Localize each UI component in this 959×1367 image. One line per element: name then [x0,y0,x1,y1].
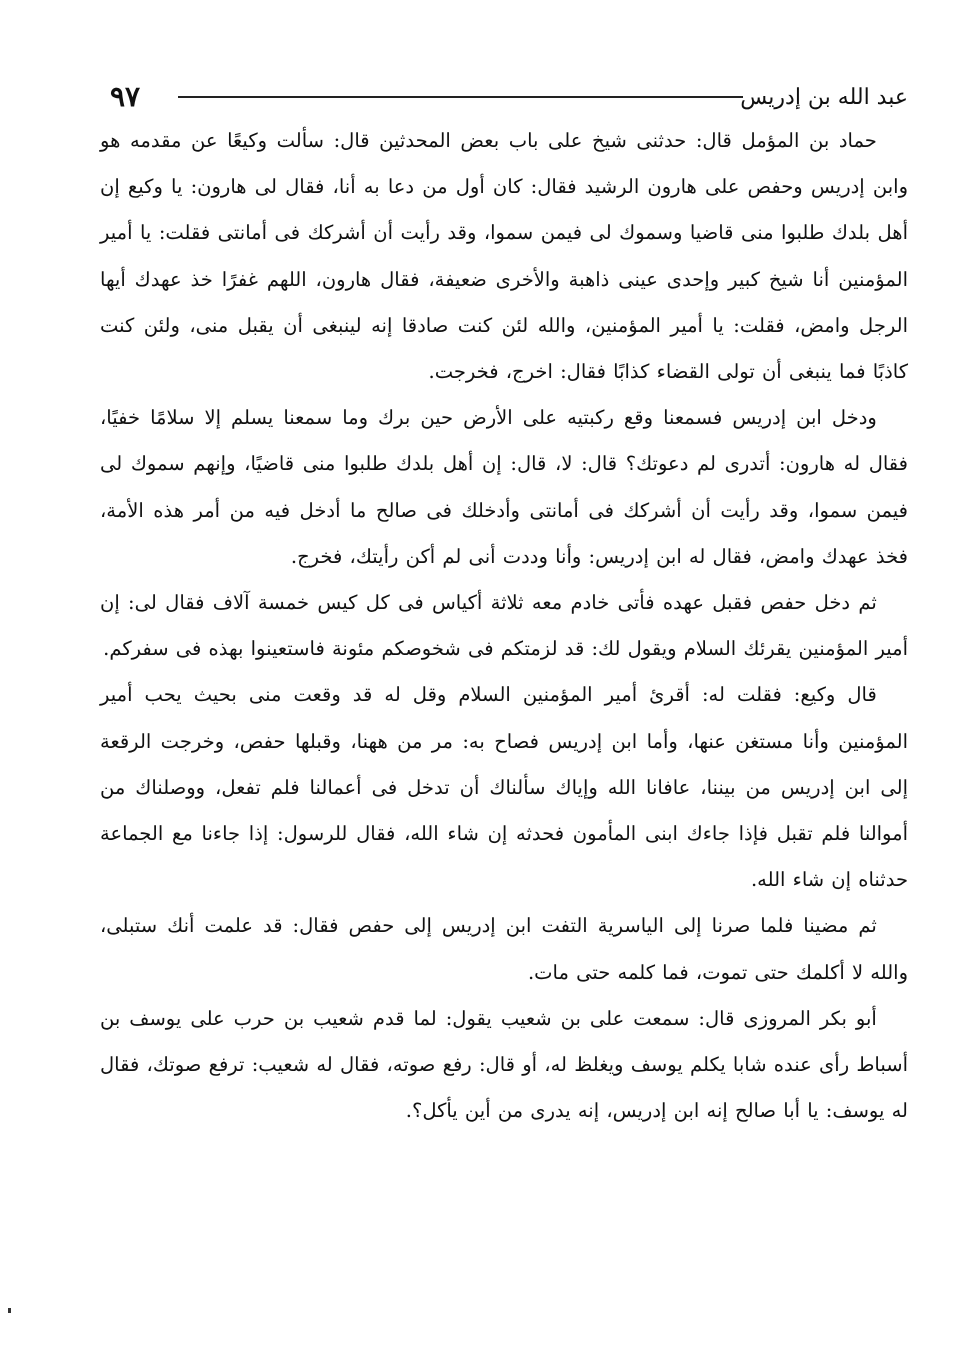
paragraph-hafs-enters: ثم دخل حفص فقبل عهده فأتى خادم معه ثلاثة أكياس فى كل كيس خمسة آلاف فقال لى: إن أمير المؤمنين يقرئك السلام ويقول لك: قد لزمتكم فى شخوصكم مئونة فاستعينوا بهذه فى سفركم. [100,591,908,661]
paragraph-ibn-idris-enters: ودخل ابن إدريس فسمعنا وقع ركبتيه على الأرض حين برك وما سمعنا يسلم إلا سلامًا خفيًا، فقال له هارون: أتدرى لم دعوتك؟ قال: لا، قال: إن أهل بلدك طلبوا منى قاضيًا، وإنهم سموك لى فيمن سموا، وقد رأيت أن أشركك فى أمانتى وأدخلك فى صالح ما أدخل فيه من أمر هذه الأمة، فخذ عهدك وامض، فقال له ابن إدريس: وأنا وددت أنى لم أكن رأيتك، فخرج. [100,406,908,568]
page-header [100,82,908,116]
paragraph-waki-reply: قال وكيع: فقلت له: أقرئ أمير المؤمنين السلام وقل له قد وقعت منى بحيث يحب أمير المؤمنين وأنا مستغن عنها، وأما ابن إدريس فصاح به: مر من ههنا، وقبلها حفص، وخرجت الرقعة إلى ابن إدريس من بيننا، عافانا الله وإياك سألناك أن تدخل فى أعمالنا فلم تفعل، ووصلناك من أموالنا فلم تقبل فإذا جاءك ابنى المأمون فحدثه إن شاء الله، فقال للرسول: إذا جاءنا مع الجماعة حدثناه إن شاء الله. [100,683,908,892]
paragraph-hammad: حماد بن المؤمل قال: حدثنى شيخ على باب بعض المحدثين قال: سألت وكيعًا عن مقدمه هو وابن إدريس وحفص على هارون الرشيد فقال: كان أول من دعا به أنا، فقال لى هارون: يا وكيع إن أهل بلدك طلبوا منى قاضيا وسموك لى فيمن سموا، وقد رأيت أن أشركك فى أمانتى فقلت: يا أمير المؤمنين أنا شيخ كبير وإحدى عينى ذاهبة والأخرى ضعيفة، فقال هارون، اللهم غفرًا خذ عهدك أيها الرجل وامض، فقلت: يا أمير المؤمنين، والله لئن كنت صادقا إنه لينبغى أن يقبل منى، ولئن كنت كاذبًا فما ينبغى أن تولى القضاء كذابًا فقال: اخرج، فخرجت. [100,129,908,384]
header-rule [178,96,743,98]
paragraph-yasiriyya: ثم مضينا فلما صرنا إلى الياسرية التفت ابن إدريس إلى حفص فقال: قد علمت أنك ستبلى، والله لا أكلمك حتى تموت، فما كلمه حتى مات. [100,914,908,984]
running-head: عبد الله بن إدريس [740,85,908,110]
paragraph-marwazi: أبو بكر المروزى قال: سمعت على بن شعيب يقول: لما قدم شعيب بن حرب على يوسف بن أسباط رأى عنده شابا يكلم يوسف ويغلظ له، أو قال: رفع صوته، فقال له شعيب: ترفع صوتك، فقال له يوسف: يا أبا صالح إنه ابن إدريس، إنه يدرى من أين يأكل؟. [100,1006,908,1123]
margin-speck [8,1308,11,1313]
body-text [100,118,908,1134]
page-number: ٩٧ [110,80,141,113]
